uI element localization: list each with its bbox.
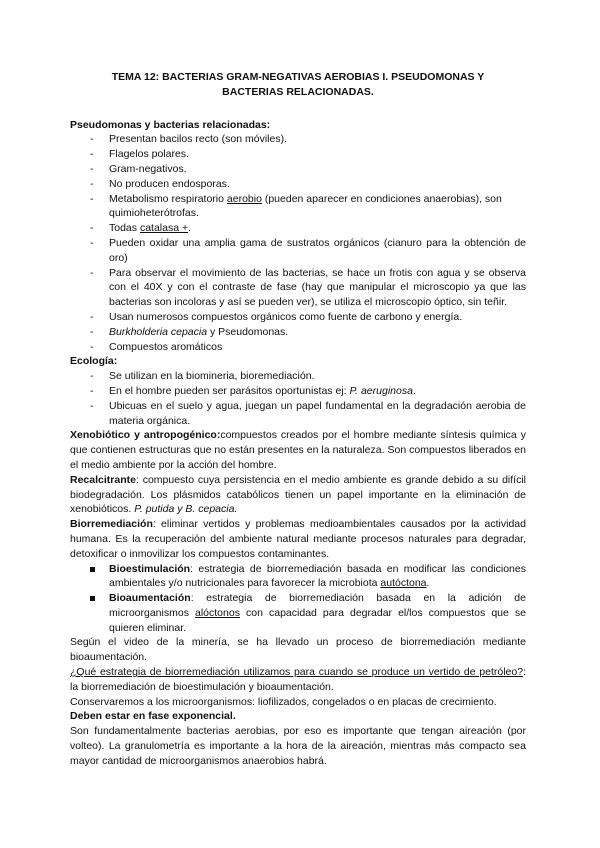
- biorr-text: : eliminar vertidos y problemas medioambientales causados por la actividad humana. Es la recuperación del ambiente natural mediante procesos naturales para degradar, detoxificar o inmovilizar los compuestos contaminantes.: [70, 518, 526, 560]
- biorr-term: Biorremediación: [70, 518, 153, 531]
- bioest-term: Bioestimulación: [109, 562, 191, 575]
- list-item: [109, 325, 526, 340]
- page-title: TEMA 12: BACTERIAS GRAM-NEGATIVAS AEROBIAS I. PSEUDOMONAS Y BACTERIAS RELACIONADAS.: [111, 71, 485, 98]
- question-paragraph: [70, 665, 526, 695]
- biorr-paragraph: [70, 517, 526, 561]
- final-paragraph: Son fundamentalmente bacterias aerobias, por eso es importante que tengan aireación (por volteo). La granulometría es importante a la hora de la aireación, mientras más compacto sea mayor cantidad de microorganismos anaerobios habrá.: [70, 725, 526, 767]
- metab-prefix: Metabolismo respiratorio: [109, 192, 227, 205]
- recal-paragraph: [70, 473, 526, 517]
- list-item: - No producen endosporas.: [109, 177, 526, 192]
- bioest-underlined: autóctona: [380, 577, 427, 590]
- item2-prefix: En el hombre pueden ser parásitos oportunistas ej:: [109, 384, 350, 397]
- item2-suffix: .: [412, 384, 416, 397]
- question-text: ¿Qué estrategia de biorremediación utilizamos para cuando se produce un vertido de petróleo?: [70, 666, 524, 679]
- list-item: - Pueden oxidar una amplia gama de sustratos orgánicos (cianuro para la obtención de oro): [109, 236, 526, 266]
- list-item: [109, 562, 526, 592]
- list-item: - Presentan bacilos recto (son móviles).: [109, 132, 526, 147]
- conserve-paragraph: Conservaremos a los microorganismos: liofilizados, congelados o en placas de crecimiento.: [70, 695, 497, 708]
- metab-suffix: (: [261, 192, 269, 205]
- list-item: - Gram-negativos.: [109, 162, 526, 177]
- xeno-paragraph: [70, 428, 526, 472]
- bioest-text: : estrategia de biorremediación basada en modificar las condiciones ambientales y/o nutricionales para favorecer la microbiota: [109, 562, 526, 590]
- pseudomonas-list: [70, 132, 526, 354]
- bioaum-term: Bioaumentación: [109, 592, 191, 605]
- bioaum-text: : estrategia de biorremediación basada en la adición de microorganismos: [109, 592, 526, 619]
- burk-italic: Burkholderia cepacia: [109, 325, 208, 338]
- section-heading-ecologia: Ecología:: [70, 355, 118, 368]
- todas-suffix: .: [188, 222, 192, 235]
- recal-term: Recalcitrante: [70, 473, 136, 486]
- xeno-term: Xenobiótico y antropogénico:: [70, 429, 221, 442]
- metab-underlined: aerobio: [226, 192, 262, 205]
- ecologia-list: [70, 369, 526, 428]
- video-paragraph: Según el video de la minería, se ha llevado un proceso de biorremediación mediante bioaumentación.: [70, 636, 526, 664]
- list-item: - Compuestos aromáticos: [109, 340, 526, 355]
- biorr-strategies-list: [70, 562, 526, 636]
- xeno-text: compuestos creados por el hombre mediante síntesis química y que contienen estructuras que no están presentes en la naturaleza. Son compuestos liberados en el medio ambiente por la acción del hombre.: [70, 429, 527, 471]
- document-page: [70, 70, 526, 769]
- question-answer: : la biorremediación de bioestimulación y bioaumentación.: [70, 666, 526, 693]
- list-item: - Flagelos polares.: [109, 147, 526, 162]
- bioaum-underlined: alóctonos: [195, 606, 240, 619]
- todas-underlined: catalasa +: [139, 222, 189, 235]
- burk-suffix: y Pseudomonas.: [207, 325, 289, 338]
- metab-rest: pueden aparecer en condiciones anaerobias), son quimioheterótrofas.: [109, 192, 502, 220]
- recal-italic: P. putida y B. cepacia.: [134, 503, 238, 516]
- recal-text: : compuesto cuya persistencia en el medio ambiente es grande debido a su difícil biodegradación. Los plásmidos catabólicos tienen un papel importante en la eliminación de xenobióticos.: [70, 473, 526, 516]
- list-item: - Se utilizan en la biomineria, bioremediación.: [109, 369, 526, 384]
- list-item: [109, 384, 526, 399]
- list-item: - Para observar el movimiento de las bacterias, se hace un frotis con agua y se observa con el 40X y con el contraste de fase (hay que manipular el microscopio ya que las bacterias son incoloras y así se pueden ver), se utiliza el microscopio óptico, sin teñir.: [109, 266, 526, 310]
- list-item: [109, 221, 526, 236]
- list-item: - Ubicuas en el suelo y agua, juegan un papel fundamental en la degradación aerobia de materia orgánica.: [109, 399, 526, 429]
- todas-prefix: Todas: [109, 222, 140, 235]
- list-item: [109, 591, 526, 635]
- section-heading-pseudomonas: Pseudomonas y bacterias relacionadas:: [70, 118, 271, 131]
- list-item: [109, 192, 526, 222]
- bioaum-end: con capacidad para degradar el/los compuestos que se quieren eliminar.: [109, 606, 526, 634]
- bioest-end: .: [426, 577, 430, 590]
- list-item: - Usan numerosos compuestos orgánicos como fuente de carbono y energía.: [109, 310, 526, 325]
- item2-italic: P. aeruginosa: [349, 384, 413, 397]
- phase-paragraph: Deben estar en fase exponencial.: [70, 710, 236, 723]
